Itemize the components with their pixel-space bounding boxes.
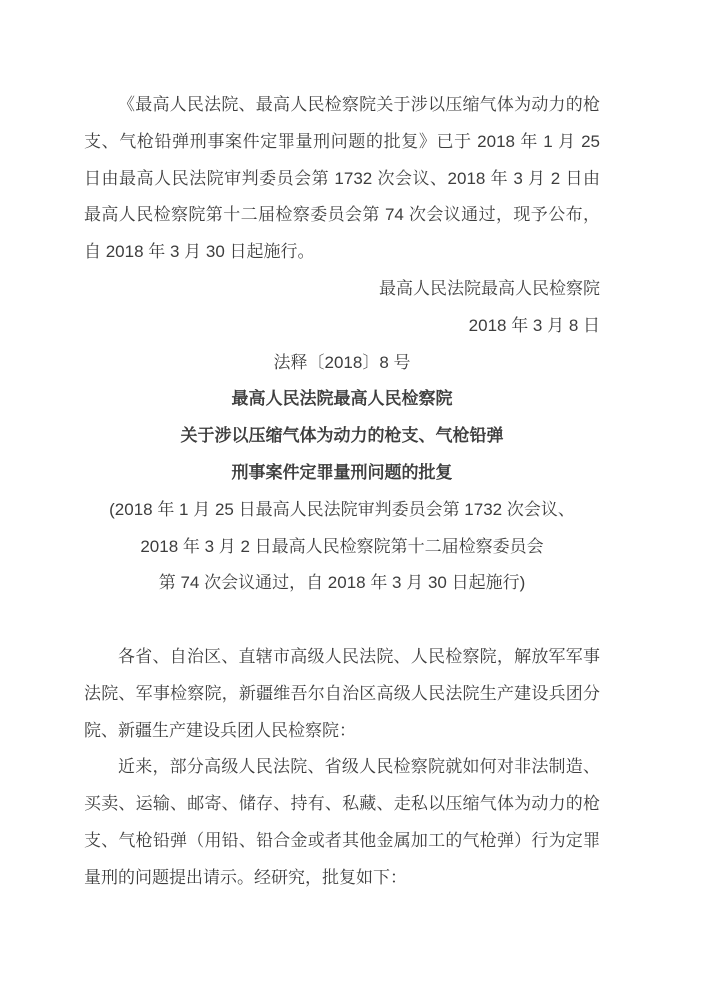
adoption-note-line-1: (2018 年 1 月 25 日最高人民法院审判委员会第 1732 次会议、	[109, 499, 575, 519]
document-number: 法释〔2018〕8 号	[273, 352, 411, 372]
title-line-3: 刑事案件定罪量刑问题的批复	[231, 462, 453, 482]
publication-announcement: 《最高人民法院、最高人民检察院关于涉以压缩气体为动力的枪支、气枪铅弹刑事案件定罪量刑问题的批复》已于 2018 年 1 月 25 日由最高人民法院审判委员会第 1732 次会议、2018 年 3 月 2 日由最高人民检察院第十二届检察委员会第 74 次会议通过，现予公布，自 2018 年 3 月 30 日起施行。	[84, 95, 600, 262]
adoption-note-line-2: 2018 年 3 月 2 日最高人民检察院第十二届检察委员会	[140, 536, 544, 556]
blank-line-spacer	[84, 602, 600, 639]
issuer-line: 最高人民法院最高人民检察院	[379, 278, 600, 298]
title-line-2: 关于涉以压缩气体为动力的枪支、气枪铅弹	[180, 426, 504, 446]
issue-date-line: 2018 年 3 月 8 日	[468, 315, 600, 335]
addressees-paragraph: 各省、自治区、直辖市高级人民法院、人民检察院，解放军军事法院、军事检察院，新疆维吾尔自治区高级人民法院生产建设兵团分院、新疆生产建设兵团人民检察院：	[84, 646, 600, 740]
request-body-paragraph: 近来，部分高级人民法院、省级人民检察院就如何对非法制造、买卖、运输、邮寄、储存、持有、私藏、走私以压缩气体为动力的枪支、气枪铅弹（用铅、铅合金或者其他金属加工的气枪弹）行为定罪量刑的问题提出请示。经研究，批复如下：	[84, 757, 600, 887]
title-line-1: 最高人民法院最高人民检察院	[231, 389, 453, 409]
adoption-note-line-3: 第 74 次会议通过，自 2018 年 3 月 30 日起施行)	[158, 573, 526, 593]
